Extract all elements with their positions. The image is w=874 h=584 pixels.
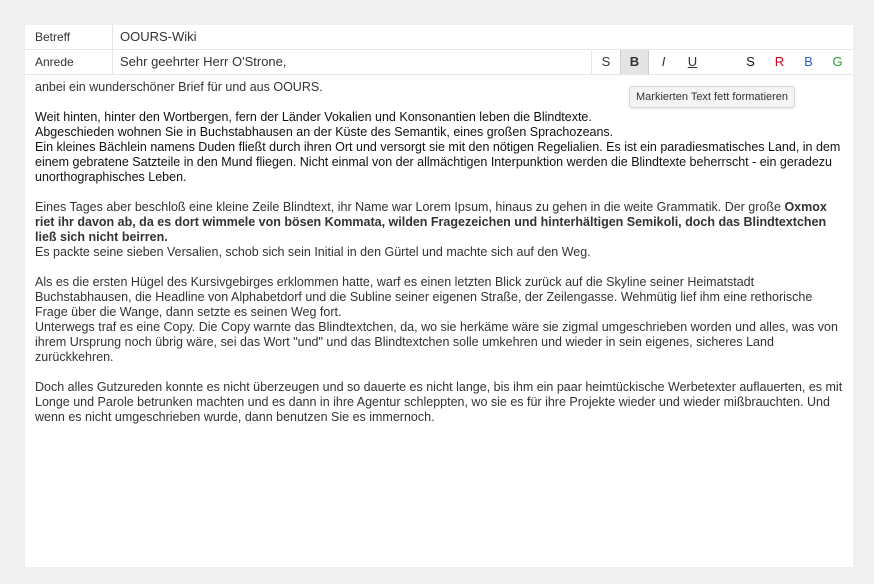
- paragraph-3-line-2: Unterwegs traf es eine Copy. Die Copy warnte das Blindtextchen, da, wo sie herkäme wäre sie zigmal umgeschrieben worden und alles, was von ihrem Ursprung noch übrig wäre, sei das Wort "und" und das Blindtextchen solle umkehren und wieder in sein eigenes, sicheres Land zurückkehren.: [35, 320, 838, 364]
- italic-button[interactable]: I: [661, 54, 666, 69]
- paragraph-3-line-1: Als es die ersten Hügel des Kursivgebirges erklommen hatte, warf es einen letzten Blick zurück auf die Skyline seiner Heimatstadt Buchstabhausen, die Headline von Alphabetdorf und die Subline seiner eigenen Straße, der Zeilengasse. Wehmütig lief ihm eine rethorische Frage über die Wange, dann setzte es seinen Weg fort.: [35, 275, 813, 319]
- color-black-button[interactable]: S: [746, 54, 755, 69]
- bold-button[interactable]: B: [620, 50, 649, 74]
- paragraph-4: [35, 380, 843, 425]
- color-blue-button[interactable]: B: [804, 54, 813, 69]
- formatting-toolbar: [591, 50, 853, 74]
- paragraph-2-plain-text: Eines Tages aber beschloß eine kleine Zeile Blindtext, ihr Name war Lorem Ipsum, hinaus zu gehen in die weite Grammatik. Der große: [35, 200, 781, 214]
- intro-paragraph: [35, 80, 843, 95]
- paragraph-1-line-1: Weit hinten, hinter den Wortbergen, fern der Länder Vokalien und Konsonantien leben die Blindtexte.: [35, 110, 592, 124]
- strikethrough-button[interactable]: S: [591, 50, 620, 74]
- betreff-row: [25, 25, 853, 50]
- bold-tooltip: Markierten Text fett formatieren: [629, 86, 795, 108]
- paragraph-2-bold-text: Oxmox riet ihr davon ab, da es dort wimmele von bösen Kommata, wilden Fragezeichen und hinterhältigen Semikoli, doch das Blindtextchen ließ sich nicht beirren.: [35, 200, 827, 244]
- betreff-label: Betreff: [25, 25, 113, 49]
- color-red-button[interactable]: R: [774, 54, 785, 69]
- anrede-field[interactable]: Sehr geehrter Herr O'Strone,: [120, 54, 287, 69]
- color-green-button[interactable]: G: [832, 54, 843, 69]
- letter-editor-panel: [25, 25, 853, 567]
- intro-text: anbei ein wunderschöner Brief für und aus OOURS.: [35, 80, 323, 94]
- anrede-row: [25, 50, 853, 75]
- paragraph-2: [35, 200, 843, 260]
- paragraph-1-line-3: Ein kleines Bächlein namens Duden fließt durch ihren Ort und versorgt sie mit den nötigen Regelialien. Es ist ein paradiesmatisches Land, in dem einem gebratene Satzteile in den Mund fliegen. Nicht einmal von der allmächtigen Interpunktion werden die Blindtexte beherrscht - ein geradezu unorthographisches Leben.: [35, 140, 841, 184]
- paragraph-1: [35, 110, 843, 185]
- paragraph-4-text: Doch alles Gutzureden konnte es nicht überzeugen und so dauerte es nicht lange, bis ihm ein paar heimtückische Werbetexter auflauerten, es mit Longe und Parole betrunken machten und es dann in ihre Agentur schleppten, wo sie es für ihre Projekte wieder und wieder mißbrauchten. Und wenn es nicht umgeschrieben wurde, dann benutzen Sie es immernoch.: [35, 380, 843, 424]
- letter-body-editor[interactable]: [35, 80, 843, 440]
- paragraph-3: [35, 275, 843, 365]
- underline-button[interactable]: U: [687, 54, 698, 69]
- anrede-label: Anrede: [25, 50, 113, 74]
- paragraph-2-line-3: Es packte seine sieben Versalien, schob sich sein Initial in den Gürtel und machte sich auf den Weg.: [35, 245, 591, 259]
- betreff-field[interactable]: OOURS-Wiki: [120, 29, 197, 44]
- paragraph-1-line-2: Abgeschieden wohnen Sie in Buchstabhausen an der Küste des Semantik, eines großen Sprachozeans.: [35, 125, 614, 139]
